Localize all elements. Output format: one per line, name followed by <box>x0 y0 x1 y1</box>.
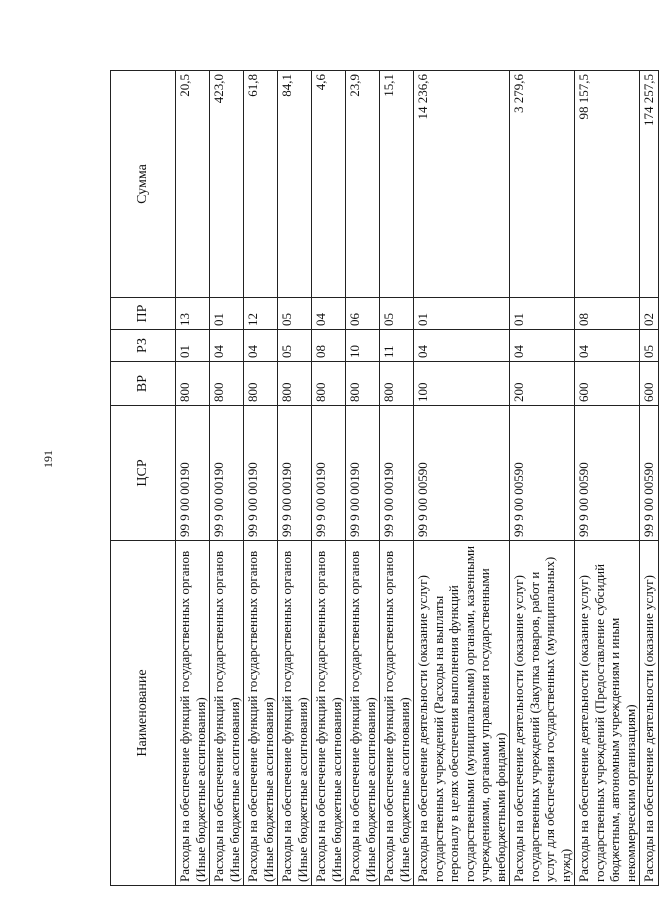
table-row <box>510 71 575 886</box>
cell-csr: 99 9 00 00590 <box>575 406 640 541</box>
cell-vr: 600 <box>640 362 659 406</box>
cell-vr: 800 <box>244 362 278 406</box>
cell-pr: 01 <box>510 298 575 330</box>
cell-vr: 800 <box>278 362 312 406</box>
cell-csr: 99 9 00 00190 <box>312 406 346 541</box>
header-rz: РЗ <box>111 330 176 362</box>
cell-csr: 99 9 00 00190 <box>346 406 380 541</box>
table-row <box>575 71 640 886</box>
cell-rz: 04 <box>244 330 278 362</box>
cell-pr: 12 <box>244 298 278 330</box>
budget-table <box>110 70 659 886</box>
cell-pr: 06 <box>346 298 380 330</box>
cell-rz: 01 <box>176 330 210 362</box>
cell-pr: 01 <box>210 298 244 330</box>
cell-pr: 05 <box>380 298 414 330</box>
cell-sum: 14 236,6 <box>414 71 510 298</box>
cell-name: Расходы на обеспечение деятельности (оказание услуг) государственных учреждений (Расходы на выплаты персоналу в целях обеспечения выполнения функций государственными (муниципальными) органами, казенными учреждениями, органами управления государственными внебюджетными фондами) <box>414 541 510 886</box>
cell-rz: 05 <box>278 330 312 362</box>
cell-name: Расходы на обеспечение функций государственных органов (Иные бюджетные ассигнования) <box>244 541 278 886</box>
cell-vr: 800 <box>210 362 244 406</box>
cell-rz: 08 <box>312 330 346 362</box>
cell-name: Расходы на обеспечение деятельности (оказание услуг) государственных учреждений (Закупка товаров, работ и услуг для обеспечения государственных (муниципальных) нужд) <box>510 541 575 886</box>
table-row <box>210 71 244 886</box>
cell-csr: 99 9 00 00190 <box>278 406 312 541</box>
cell-sum: 61,8 <box>244 71 278 298</box>
cell-name: Расходы на обеспечение функций государственных органов (Иные бюджетные ассигнования) <box>346 541 380 886</box>
cell-sum: 15,1 <box>380 71 414 298</box>
cell-sum: 20,5 <box>176 71 210 298</box>
cell-vr: 200 <box>510 362 575 406</box>
cell-name: Расходы на обеспечение деятельности (оказание услуг) государственных учреждений (Предоставление субсидий бюджетным, автономным учреждениям и иным некоммерческим организациям) <box>575 541 640 886</box>
cell-csr: 99 9 00 00190 <box>210 406 244 541</box>
cell-csr: 99 9 00 00590 <box>640 406 659 541</box>
header-sum: Сумма <box>111 71 176 298</box>
table-row <box>346 71 380 886</box>
cell-pr: 13 <box>176 298 210 330</box>
table-row <box>278 71 312 886</box>
cell-rz: 05 <box>640 330 659 362</box>
cell-name: Расходы на обеспечение функций государственных органов (Иные бюджетные ассигнования) <box>380 541 414 886</box>
header-vr: ВР <box>111 362 176 406</box>
table-row <box>176 71 210 886</box>
cell-vr: 800 <box>380 362 414 406</box>
cell-pr: 01 <box>414 298 510 330</box>
cell-pr: 02 <box>640 298 659 330</box>
cell-name: Расходы на обеспечение функций государственных органов (Иные бюджетные ассигнования) <box>176 541 210 886</box>
cell-vr: 800 <box>312 362 346 406</box>
header-name: Наименование <box>111 541 176 886</box>
cell-rz: 10 <box>346 330 380 362</box>
cell-pr: 08 <box>575 298 640 330</box>
cell-vr: 100 <box>414 362 510 406</box>
cell-sum: 423,0 <box>210 71 244 298</box>
table-row <box>414 71 510 886</box>
cell-csr: 99 9 00 00190 <box>380 406 414 541</box>
cell-rz: 11 <box>380 330 414 362</box>
cell-name: Расходы на обеспечение функций государственных органов (Иные бюджетные ассигнования) <box>312 541 346 886</box>
cell-pr: 04 <box>312 298 346 330</box>
cell-sum: 84,1 <box>278 71 312 298</box>
table-row <box>640 71 659 886</box>
table-header-row <box>111 71 176 886</box>
table-row <box>380 71 414 886</box>
cell-rz: 04 <box>510 330 575 362</box>
cell-sum: 3 279,6 <box>510 71 575 298</box>
cell-sum: 4,6 <box>312 71 346 298</box>
cell-name: Расходы на обеспечение функций государственных органов (Иные бюджетные ассигнования) <box>278 541 312 886</box>
cell-name: Расходы на обеспечение функций государственных органов (Иные бюджетные ассигнования) <box>210 541 244 886</box>
header-csr: ЦСР <box>111 406 176 541</box>
cell-csr: 99 9 00 00590 <box>414 406 510 541</box>
page-number: 191 <box>41 450 55 468</box>
cell-sum: 98 157,5 <box>575 71 640 298</box>
cell-vr: 800 <box>176 362 210 406</box>
cell-rz: 04 <box>414 330 510 362</box>
cell-vr: 600 <box>575 362 640 406</box>
table-row <box>312 71 346 886</box>
cell-sum: 23,9 <box>346 71 380 298</box>
cell-csr: 99 9 00 00190 <box>176 406 210 541</box>
cell-name: Расходы на обеспечение деятельности (оказание услуг) <box>640 541 659 886</box>
cell-csr: 99 9 00 00190 <box>244 406 278 541</box>
cell-vr: 800 <box>346 362 380 406</box>
table-row <box>244 71 278 886</box>
cell-pr: 05 <box>278 298 312 330</box>
header-pr: ПР <box>111 298 176 330</box>
cell-csr: 99 9 00 00590 <box>510 406 575 541</box>
cell-rz: 04 <box>210 330 244 362</box>
cell-rz: 04 <box>575 330 640 362</box>
rotated-table-container <box>110 71 656 886</box>
cell-sum: 174 257,5 <box>640 71 659 298</box>
